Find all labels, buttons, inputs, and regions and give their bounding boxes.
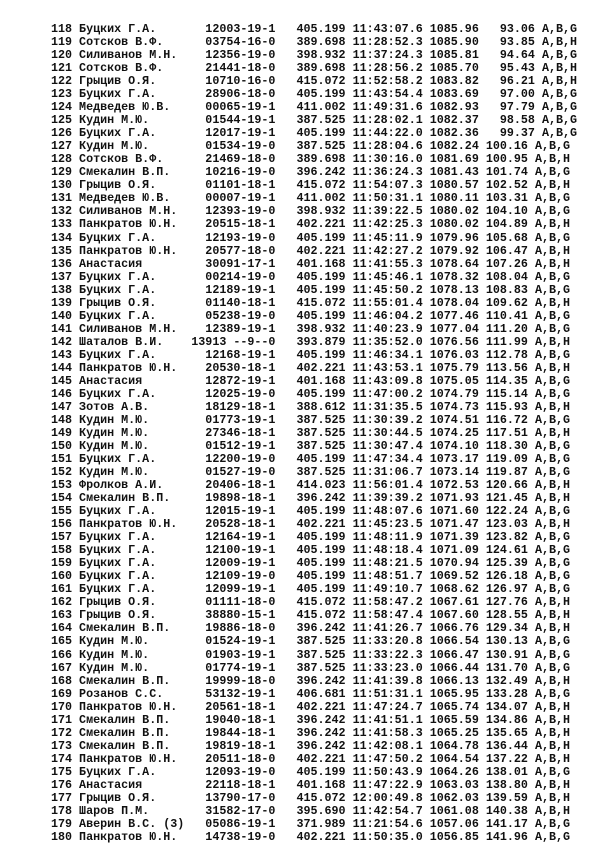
result-row: 165 Кудин М.Ю. 01524-19-1 387.525 11:33:20.8 1066.54 130.13 A,B,G	[51, 634, 571, 649]
result-row: 121 Сотсков В.Ф. 21441-18-0 389.698 11:28:56.2 1085.70 95.43 A,B,H	[51, 61, 578, 76]
result-row: 136 Анастасия 30091-17-1 401.168 11:41:55.3 1078.64 107.26 A,B,H	[51, 256, 571, 271]
result-row: 151 Буцких Г.А. 12200-19-0 405.199 11:47:34.4 1073.17 119.09 A,B,G	[51, 452, 571, 467]
result-row: 150 Кудин М.Ю. 01512-19-1 387.525 11:30:47.4 1074.10 118.30 A,B,G	[51, 439, 571, 453]
result-row: 119 Сотсков В.Ф. 03754-16-0 389.698 11:28:52.3 1085.90 93.85 A,B,H	[51, 35, 578, 50]
result-row: 167 Кудин М.Ю. 01774-19-1 387.525 11:33:23.0 1066.44 131.70 A,B,G	[51, 660, 571, 675]
result-row: 135 Панкратов Ю.Н. 20577-18-0 402.221 11:42:27.2 1079.92 106.47 A,B,H	[51, 243, 571, 258]
result-row: 160 Буцких Г.А. 12109-19-0 405.199 11:48:51.7 1069.52 126.18 A,B,G	[51, 569, 571, 584]
result-row: 156 Панкратов Ю.Н. 20528-18-1 402.221 11:45:23.5 1071.47 123.03 A,B,H	[51, 517, 571, 532]
result-row: 170 Панкратов Ю.Н. 20561-18-1 402.221 11:47:24.7 1065.74 134.07 A,B,H	[51, 699, 571, 714]
result-row: 129 Смекалин В.П. 10216-19-0 396.242 11:36:24.3 1081.43 101.74 A,B,G	[51, 165, 571, 180]
result-row: 157 Буцких Г.А. 12164-19-1 405.199 11:48:11.9 1071.39 123.82 A,B,G	[51, 530, 571, 545]
result-row: 176 Анастасия 22118-18-1 401.168 11:47:22.9 1063.03 138.80 A,B,H	[51, 777, 571, 792]
result-row: 149 Кудин М.Ю. 27346-18-1 387.525 11:30:44.5 1074.25 117.51 A,B,H	[51, 425, 571, 440]
result-row: 143 Буцких Г.А. 12168-19-1 405.199 11:46:34.1 1076.03 112.78 A,B,G	[51, 347, 571, 362]
result-row: 179 Аверин В.С. (3) 05086-19-1 371.989 11:21:54.6 1057.06 141.17 A,B,G	[51, 816, 571, 831]
result-row: 172 Смекалин В.П. 19844-18-1 396.242 11:41:58.3 1065.25 135.65 A,B,H	[51, 725, 571, 740]
result-row: 137 Буцких Г.А. 00214-19-0 405.199 11:45:46.1 1078.32 108.04 A,B,G	[51, 269, 571, 284]
result-row: 131 Медведев Ю.В. 00007-19-1 411.002 11:50:31.1 1080.11 103.31 A,B,G	[51, 191, 571, 206]
result-row: 139 Грыцив О.Я. 01140-18-1 415.072 11:55:01.4 1078.04 109.62 A,B,H	[51, 295, 571, 310]
result-row: 163 Грыцив О.Я. 38880-15-1 415.072 11:58:47.4 1067.60 128.55 A,B,H	[51, 608, 571, 623]
result-row: 147 Зотов А.В. 18129-18-1 388.612 11:31:35.5 1074.73 115.93 A,B,H	[51, 399, 571, 414]
result-row: 124 Медведев Ю.В. 00065-19-1 411.002 11:49:31.6 1082.93 97.79 A,B,G	[51, 100, 578, 115]
result-row: 180 Панкратов Ю.Н. 14738-19-0 402.221 11:50:35.0 1056.85 141.96 A,B,G	[51, 829, 571, 844]
result-row: 145 Анастасия 12872-19-1 401.168 11:43:09.8 1075.05 114.35 A,B,G	[51, 373, 571, 388]
result-row: 144 Панкратов Ю.Н. 20530-18-1 402.221 11:43:53.1 1075.79 113.56 A,B,H	[51, 360, 571, 375]
result-row: 159 Буцких Г.А. 12009-19-1 405.199 11:48:21.5 1070.94 125.39 A,B,G	[51, 556, 571, 571]
result-row: 127 Кудин М.Ю. 01534-19-0 387.525 11:28:04.6 1082.24 100.16 A,B,G	[51, 139, 571, 154]
result-row: 155 Буцких Г.А. 12015-19-1 405.199 11:48:07.6 1071.60 122.24 A,B,G	[51, 504, 571, 519]
result-row: 125 Кудин М.Ю. 01544-19-1 387.525 11:28:02.1 1082.37 98.58 A,B,G	[51, 113, 578, 128]
result-row: 178 Шаров П.М. 31582-17-0 395.690 11:42:54.7 1061.08 140.38 A,B,H	[51, 803, 571, 818]
result-row: 146 Буцких Г.А. 12025-19-0 405.199 11:47:00.2 1074.79 115.14 A,B,G	[51, 386, 571, 401]
result-row: 140 Буцких Г.А. 05238-19-0 405.199 11:46:04.2 1077.46 110.41 A,B,G	[51, 308, 571, 323]
result-row: 166 Кудин М.Ю. 01903-19-1 387.525 11:33:22.3 1066.47 130.91 A,B,G	[51, 647, 571, 662]
result-row: 153 Фролков А.И. 20406-18-1 414.023 11:56:01.4 1072.53 120.66 A,B,H	[51, 478, 571, 493]
result-row: 133 Панкратов Ю.Н. 20515-18-1 402.221 11:42:25.3 1080.02 104.89 A,B,H	[51, 217, 571, 232]
result-row: 169 Розанов С.С. 53132-19-1 406.681 11:51:31.1 1065.95 133.28 A,B,G	[51, 686, 571, 701]
result-row: 142 Шаталов В.И. 13913 --9--0 393.879 11:35:52.0 1076.56 111.99 A,B,H	[51, 334, 571, 349]
result-row: 161 Буцких Г.А. 12099-19-1 405.199 11:49:10.7 1068.62 126.97 A,B,G	[51, 582, 571, 597]
result-row: 158 Буцких Г.А. 12100-19-1 405.199 11:48:18.4 1071.09 124.61 A,B,G	[51, 543, 571, 558]
result-row: 122 Грыцив О.Я. 10710-16-0 415.072 11:52:58.2 1083.82 96.21 A,B,H	[51, 74, 578, 89]
result-row: 132 Силиванов М.Н. 12393-19-0 398.932 11:39:22.5 1080.02 104.10 A,B,G	[51, 204, 571, 219]
result-row: 173 Смекалин В.П. 19819-18-1 396.242 11:42:08.1 1064.78 136.44 A,B,H	[51, 738, 571, 753]
result-row: 141 Силиванов М.Н. 12389-19-1 398.932 11:40:23.9 1077.04 111.20 A,B,G	[51, 321, 571, 336]
result-row: 168 Смекалин В.П. 19999-18-0 396.242 11:41:39.8 1066.13 132.49 A,B,H	[51, 673, 571, 688]
result-row: 154 Смекалин В.П. 19898-18-1 396.242 11:39:39.2 1071.93 121.45 A,B,H	[51, 491, 571, 506]
result-row: 171 Смекалин В.П. 19040-18-1 396.242 11:41:51.1 1065.59 134.86 A,B,H	[51, 712, 571, 727]
result-row: 120 Силиванов М.Н. 12356-19-0 398.932 11:37:24.3 1085.81 94.64 A,B,G	[51, 48, 578, 63]
result-row: 126 Буцких Г.А. 12017-19-1 405.199 11:44:22.0 1082.36 99.37 A,B,G	[51, 126, 578, 141]
result-row: 123 Буцких Г.А. 28906-18-0 405.199 11:43:54.4 1083.69 97.00 A,B,G	[51, 87, 578, 102]
result-row: 162 Грыцив О.Я. 01111-18-0 415.072 11:58:47.2 1067.61 127.76 A,B,H	[51, 595, 571, 610]
result-row: 138 Буцких Г.А. 12189-19-1 405.199 11:45:50.2 1078.13 108.83 A,B,G	[51, 282, 571, 297]
result-row: 128 Сотсков В.Ф. 21469-18-0 389.698 11:30:16.0 1081.69 100.95 A,B,H	[51, 152, 571, 167]
result-row: 175 Буцких Г.А. 12093-19-0 405.199 11:50:43.9 1064.26 138.01 A,B,G	[51, 764, 571, 779]
result-row: 134 Буцких Г.А. 12193-19-0 405.199 11:45:11.9 1079.96 105.68 A,B,G	[51, 230, 571, 245]
result-row: 174 Панкратов Ю.Н. 20511-18-0 402.221 11:47:50.2 1064.54 137.22 A,B,H	[51, 751, 571, 766]
result-row: 130 Грыцив О.Я. 01101-18-1 415.072 11:54:07.3 1080.57 102.52 A,B,H	[51, 178, 571, 193]
results-listing	[51, 23, 577, 844]
result-row: 152 Кудин М.Ю. 01527-19-0 387.525 11:31:06.7 1073.14 119.87 A,B,G	[51, 465, 571, 480]
result-row: 148 Кудин М.Ю. 01773-19-1 387.525 11:30:39.2 1074.51 116.72 A,B,G	[51, 412, 571, 427]
result-row: 177 Грыцив О.Я. 13790-17-0 415.072 12:00:49.8 1062.03 139.59 A,B,H	[51, 790, 571, 805]
result-row: 118 Буцких Г.А. 12003-19-1 405.199 11:43:07.6 1085.96 93.06 A,B,G	[51, 22, 578, 36]
result-row: 164 Смекалин В.П. 19886-18-0 396.242 11:41:26.7 1066.76 129.34 A,B,H	[51, 621, 571, 636]
